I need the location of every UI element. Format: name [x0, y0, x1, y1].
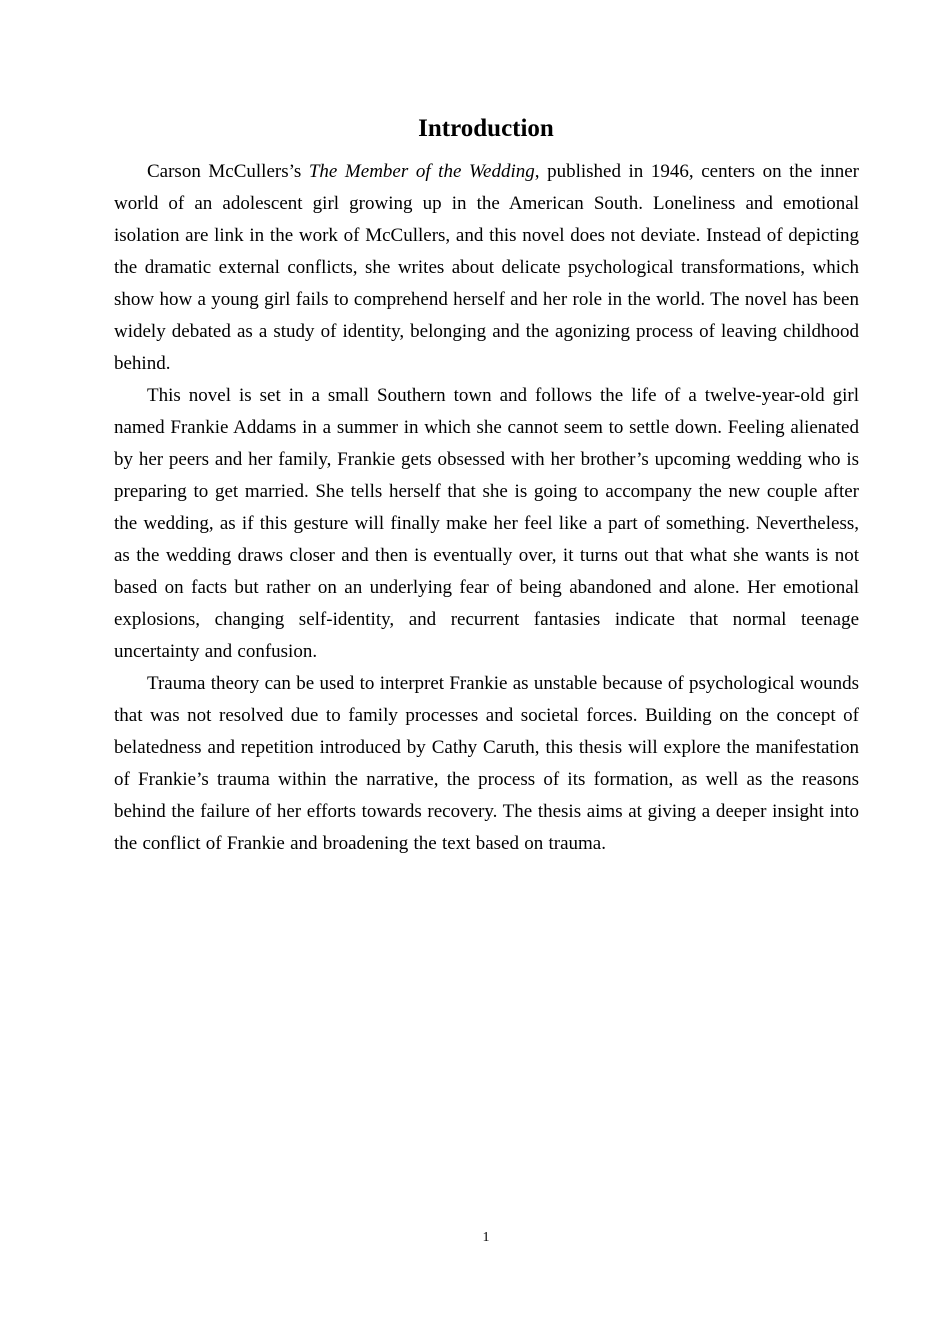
page-number: 1 [482, 1230, 490, 1245]
book-title: The Member of the Wedding [308, 161, 535, 182]
page-title: Introduction [418, 115, 554, 142]
paragraph-3: Trauma theory can be used to interpret Frankie as unstable because of psychological wounds that was not resolved due to family processes and societal forces. Building on the concept of belatedness and repetition introduced by Cathy Caruth, this thesis will explore the manifestation of Frankie’s trauma within the narrative, the process of its formation, as well as the reasons behind the failure of her efforts towards recovery. The thesis aims at giving a deeper insight into the conflict of Frankie and broadening the text based on trauma. [114, 673, 859, 854]
paragraph-1-lead: Carson McCullers’s [147, 161, 309, 182]
body-text [114, 156, 859, 860]
paragraph-1-rest: , published in 1946, centers on the inner world of an adolescent girl growing up in the American South. Loneliness and emotional isolation are link in the work of McCullers, and this novel does not deviate. Instead of depicting the dramatic external conflicts, she writes about delicate psychological transformations, which show how a young girl fails to comprehend herself and her role in the world. The novel has been widely debated as a study of identity, belonging and the agonizing process of leaving childhood behind. [114, 161, 859, 374]
paragraph-1 [114, 156, 859, 380]
paragraph-2: This novel is set in a small Southern town and follows the life of a twelve-year-old girl named Frankie Addams in a summer in which she cannot seem to settle down. Feeling alienated by her peers and her family, Frankie gets obsessed with her brother’s upcoming wedding who is preparing to get married. She tells herself that she is going to accompany the new couple after the wedding, as if this gesture will finally make her feel like a part of something. Nevertheless, as the wedding draws closer and then is eventually over, it turns out that what she wants is not based on facts but rather on an underlying fear of being abandoned and alone. Her emotional explosions, changing self-identity, and recurrent fantasies indicate that normal teenage uncertainty and confusion. [114, 385, 859, 662]
